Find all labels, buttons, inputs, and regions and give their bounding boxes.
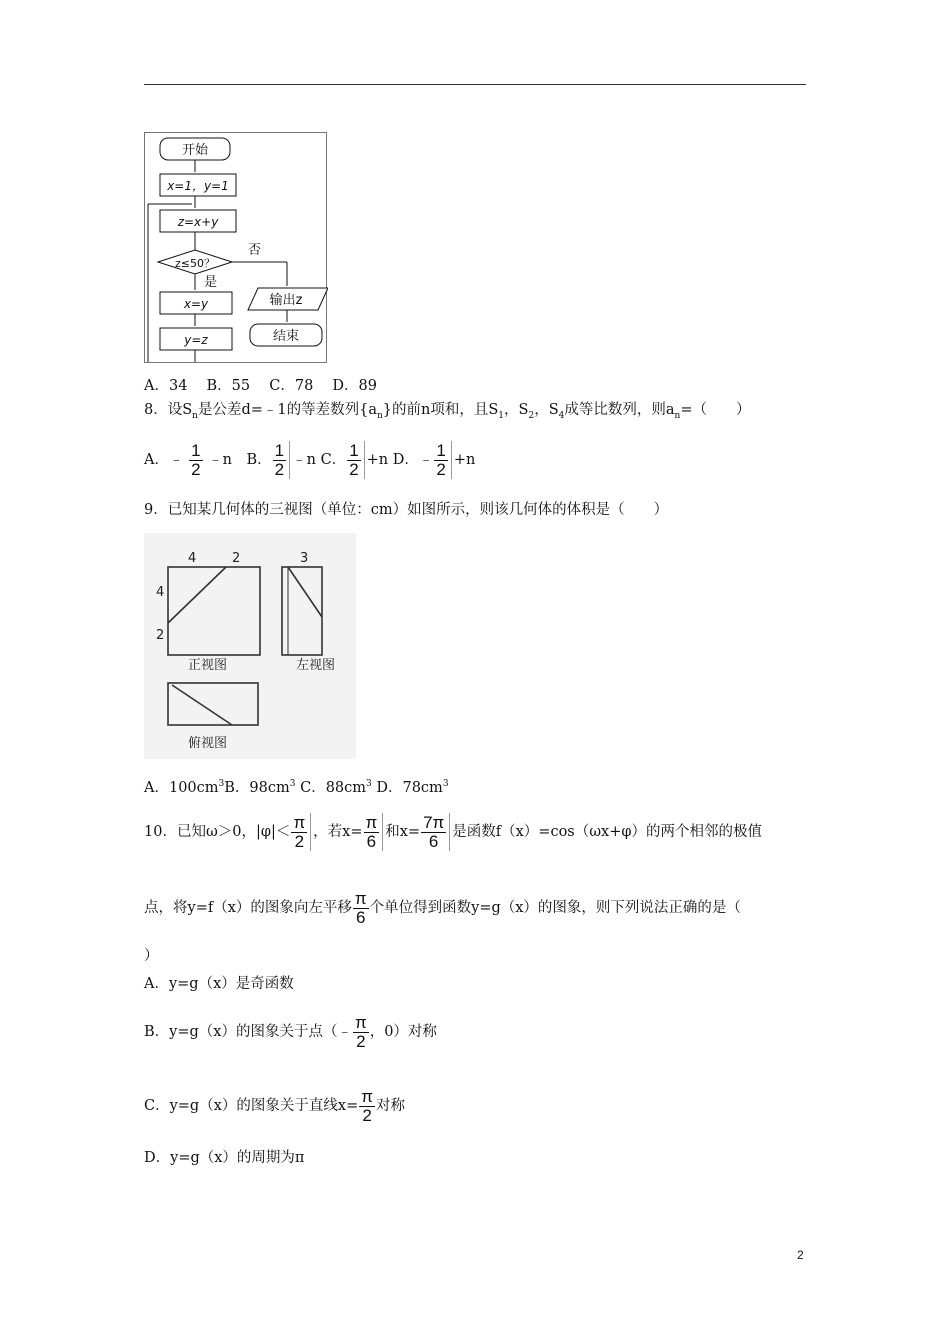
fraction: $\frac{\pi}{2}$ — [361, 1086, 373, 1125]
q9-stem: 9．已知某几何体的三视图（单位：cm）如图所示，则该几何体的体积是（ ） — [144, 502, 669, 518]
start-label: 开始 — [181, 143, 209, 158]
q10-line2: 点，将y=f（x）的图象向左平移 $\frac{\pi}{6}$ 个单位得到函数y=g（x）的图象，则下列说法正确的是（ — [144, 888, 741, 927]
fraction: $\frac{\pi}{2}$ — [354, 1012, 367, 1051]
sum-label: z=x+y — [177, 215, 219, 229]
fraction: $\frac{1}{2}$ — [349, 440, 359, 479]
dim-left-4: 4 — [156, 585, 165, 600]
dim-top-4: 4 — [188, 551, 197, 566]
q8-options: A．﹣ $\frac{1}{2}$ ﹣n B． $\frac{1}{2}$ ﹣n C． $\frac{1}{2}$ +n D．﹣ $\frac{1}{2}$ +n — [144, 440, 476, 479]
fraction: $\frac{\pi}{6}$ — [354, 888, 367, 927]
q8-stem: 8．设$S_n$是公差d=﹣1的等差数列$\{a_n\}$的前n项和，且$S_1$，$S_2$，$S_4$成等比数列，则$a_n=$（ ） — [144, 402, 751, 421]
q10-option-c: C．y=g（x）的图象关于直线x= $\frac{\pi}{2}$ 对称 — [144, 1086, 405, 1125]
page-number: 2 — [797, 1248, 804, 1262]
side-view-label: 左视图 — [296, 658, 336, 673]
q10-option-a: A．y=g（x）是奇函数 — [144, 976, 294, 992]
fraction: $\frac{\pi}{6}$ — [365, 812, 378, 851]
q10-option-b: B．y=g（x）的图象关于点（﹣ $\frac{\pi}{2}$ ，0）对称 — [144, 1012, 437, 1051]
fraction: $\frac{7\pi}{6}$ — [423, 812, 445, 851]
three-view-figure — [144, 533, 356, 759]
header-rule — [144, 84, 806, 85]
init-label: x=1，y=1 — [167, 179, 229, 193]
q7-options: A．34 B．55 C．78 D．89 — [144, 378, 377, 394]
fraction: $\frac{1}{2}$ — [436, 440, 446, 479]
dim-left-2: 2 — [156, 628, 165, 643]
q10-option-d: D．y=g（x）的周期为π — [144, 1150, 305, 1166]
q9-options: A．$100cm^3B$．$98cm^3$ C．$88cm^3$ D．$78cm^3$ — [144, 779, 449, 796]
assign-y-label: y=z — [184, 333, 208, 347]
yes-label: 是 — [204, 275, 218, 290]
dim-top-2: 2 — [232, 551, 241, 566]
fraction: $\frac{1}{2}$ — [274, 440, 285, 479]
fraction: $\frac{1}{2}$ — [191, 440, 201, 479]
no-label: 否 — [248, 243, 262, 258]
end-label: 结束 — [272, 329, 300, 344]
output-label: 输出z — [269, 293, 303, 308]
q10-line3: ） — [144, 948, 159, 964]
top-view-label: 俯视图 — [188, 736, 228, 751]
assign-x-label: x=y — [183, 297, 209, 311]
dim-side-3: 3 — [300, 551, 309, 566]
condition-label: z≤50？ — [175, 257, 215, 270]
fraction: $\frac{\pi}{2}$ — [293, 812, 306, 851]
flowchart-figure — [144, 132, 328, 364]
front-view-label: 正视图 — [188, 658, 228, 673]
q10-line1: 10．已知ω＞0，|φ|＜ $\frac{\pi}{2}$ ，若x= $\frac{\pi}{6}$ 和x= $\frac{7\pi}{6}$ 是函数f（x）=cos（ωx+φ）的两个相邻的极值 — [144, 812, 763, 851]
